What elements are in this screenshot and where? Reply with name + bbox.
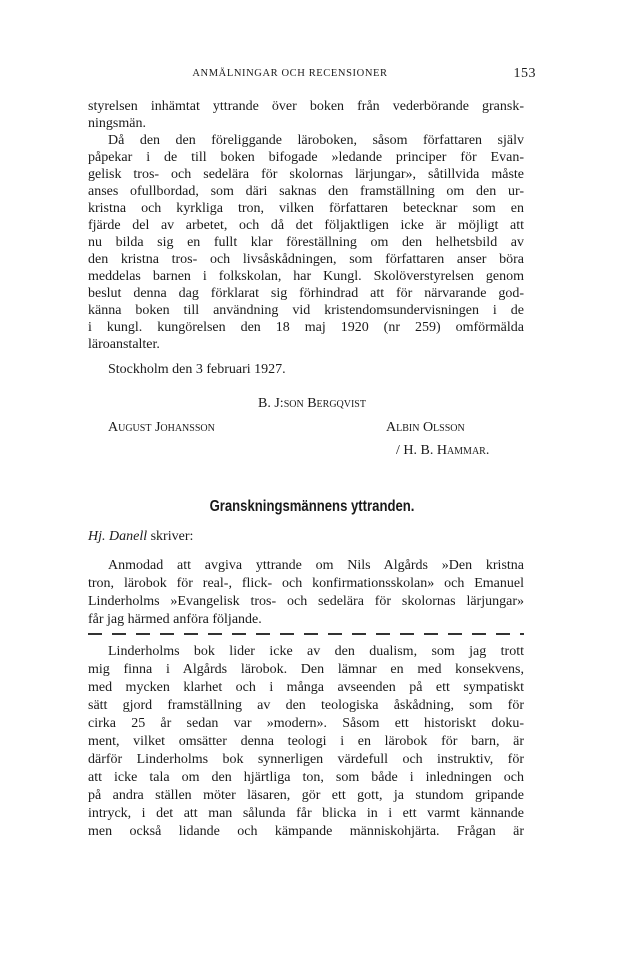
text-line: därför Linderholms bok synnerligen värdefull och instruktiv, för [88,752,524,767]
signature-right-second: / H. B. Hammar. [396,443,490,458]
text-line: läroanstalter. [88,337,160,352]
text-line: med mycken klarhet och i många avseenden på ett sympatiskt [88,680,524,695]
text-line: meddelas barnen i folkskolan, har Kungl. Skolöverstyrelsen genom [88,269,524,284]
section-heading: Granskningsmännens yttranden. [209,498,415,515]
text-line: intryck, i det att man sålunda får blicka in i ett varmt kännande [88,806,524,821]
text-line: cirka 25 år sedan var »modern». Såsom ett historiskt doku- [88,716,524,731]
text-line: på andra ställen möter läsaren, gör ett gott, ja stundom gripande [88,788,524,803]
signature-center: B. J:son Bergqvist [258,396,366,411]
text-line: men också lidande och kämpande människohjärta. Frågan är [88,824,524,839]
text-line: anses ofullbordad, som däri saknas den framställning om den ur- [88,184,524,199]
dateline: Stockholm den 3 februari 1927. [108,362,286,377]
text-line: får jag härmed anföra följande. [88,612,262,627]
text-line: Då den den föreliggande läroboken, såsom författaren själv [108,133,524,148]
signature-left: August Johansson [108,420,215,435]
text-line: styrelsen inhämtat yttrande över boken från vederbörande gransk- [88,99,524,114]
author-suffix: skriver: [147,529,194,544]
text-line: den kristna tros- och livsåskådningen, som författaren anser böra [88,252,524,267]
text-line: mig finna i Algårds lärobok. Den lämnar en med konsekvens, [88,662,524,677]
text-line: ningsmän. [88,116,146,131]
text-line: Linderholms bok lider icke av den dualism, som jag trott [108,644,524,659]
running-title: ANMÄLNINGAR OCH RECENSIONER [192,68,388,79]
text-line: känna boken till användning vid kristendomsundervisningen i de [88,303,524,318]
dashed-separator [88,633,524,635]
text-line: påpekar i de till boken bifogade »ledande principer för Evan- [88,150,524,165]
running-head [0,68,624,84]
text-line: gelisk tros- och sedelära för skolornas lärjungar», såtillvida måste [88,167,524,182]
author-line [88,528,524,545]
text-line: beslut denna dag förklarat sig förhindrad att för närvarande god- [88,286,524,301]
author-name: Hj. Danell [88,529,148,544]
text-line: tron, lärobok för real-, flick- och konfirmationsskolan» och Emanuel [88,576,524,591]
text-line: nu bilda sig en fullt klar föreställning om den helhetsbild av [88,235,524,250]
text-line: ment, vilket omsätter denna teologi i en lärobok för barn, är [88,734,524,749]
page-number: 153 [513,66,536,81]
text-line: att icke tala om den hjärtliga ton, som både i inledningen och [88,770,524,785]
signature-right: Albin Olsson [386,420,465,435]
text-line: i kungl. kungörelsen den 18 maj 1920 (nr 259) omförmälda [88,320,524,335]
text-line: fjärde del av arbetet, och då det följaktligen icke är möjligt att [88,218,524,233]
text-line: Anmodad att avgiva yttrande om Nils Algårds »Den kristna [108,558,524,573]
text-line: Linderholms »Evangelisk tros- och sedelära för skolornas lärjungar» [88,594,524,609]
text-line: kristna och kyrkliga tron, vilken författaren betecknar som en [88,201,524,216]
text-line: sätt gjord framställning av den teologiska åskådning, som för [88,698,524,713]
